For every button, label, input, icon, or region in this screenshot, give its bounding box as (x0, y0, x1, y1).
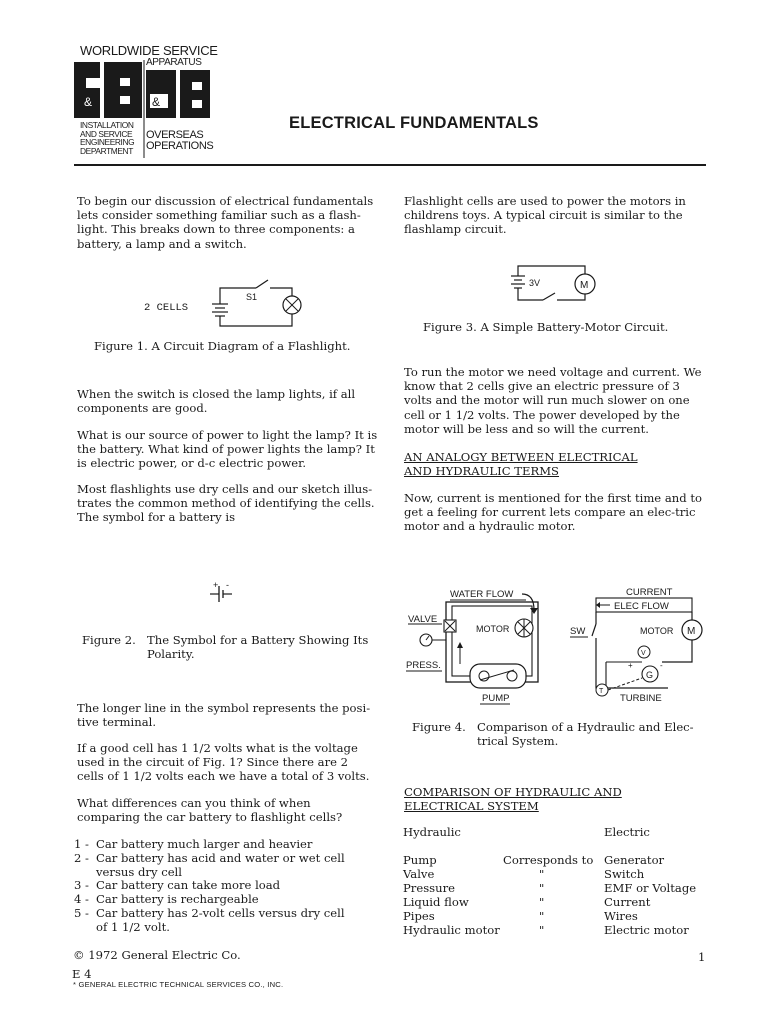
brand-right-line: OPERATIONS (146, 140, 214, 152)
table-cell-mid: " (539, 923, 545, 937)
footer-company: * GENERAL ELECTRIC TECHNICAL SERVICES CO., INC. (73, 980, 284, 989)
fig4-water-flow-label: WATER FLOW (450, 589, 514, 600)
brand-left-line: ENGINEERING (80, 137, 135, 147)
fig4-m-label: M (687, 626, 696, 637)
svg-text:-: - (226, 580, 229, 590)
figure-1-diagram (140, 276, 320, 332)
fig4-motor-h-label: MOTOR (476, 624, 510, 634)
table-row (403, 923, 703, 937)
logo-mark-right: & (152, 95, 161, 109)
figure-4-caption-number: Figure 4. (412, 720, 466, 734)
fig4-press-label: PRESS. (406, 660, 441, 671)
figure-4-electrical-diagram (566, 584, 706, 708)
figure-3-diagram (505, 262, 605, 308)
fig4-turbine-label: TURBINE (620, 693, 662, 704)
table-row (403, 881, 703, 895)
paragraph-good-cell: If a good cell has 1 1/2 volts what is the voltage used in the circuit of Fig. 1? Since there are 2 cells of 1 1/2 volts each we have a total of 3 volts. (77, 741, 370, 784)
brand-right-block (146, 130, 213, 152)
page-title: ELECTRICAL FUNDAMENTALS (289, 114, 539, 132)
fig4-sw-label: SW (570, 626, 586, 637)
figure-3-caption: Figure 3. A Simple Battery-Motor Circuit. (423, 320, 669, 334)
list-item (74, 838, 374, 852)
paragraph-differences: What differences can you think of when comparing the car battery to flashlight cells? (77, 796, 343, 825)
paragraph-switch: When the switch is closed the lamp lights, if all components are good. (77, 387, 356, 416)
list-item-number: 5 - (74, 905, 89, 920)
fig4-elec-flow-label: ELEC FLOW (614, 601, 669, 612)
list-item-number: 2 - (74, 850, 89, 865)
brand-left-line: DEPARTMENT (80, 145, 133, 156)
list-item-text: Car battery has 2-volt cells versus dry cell of 1 1/2 volt. (96, 905, 345, 934)
paragraph-longer-line: The longer line in the symbol represents the posi-tive terminal. (77, 701, 371, 730)
comparison-heading-line: COMPARISON OF HYDRAULIC AND (404, 785, 622, 799)
comparison-heading (404, 785, 622, 813)
brand-top: WORLDWIDE SERVICE (80, 43, 218, 58)
paragraph-dry-cells: Most flashlights use dry cells and our sketch illus-trates the common method of identifying the cells. The symbol for a battery is (77, 482, 375, 525)
brand-left-block (80, 121, 134, 155)
list-item-number: 3 - (74, 878, 89, 893)
table-cell-electric: Wires (604, 909, 638, 923)
table-cell-mid: " (539, 881, 545, 895)
fig4-pump-label: PUMP (482, 693, 510, 704)
table-row (403, 853, 703, 867)
table-cell-hydraulic: Valve (403, 867, 435, 881)
fig1-switch-label: S1 (246, 292, 258, 302)
paragraph-current: Now, current is mentioned for the first time and to get a feeling for current lets compare an elec-tric motor and a hydraulic motor. (404, 491, 702, 534)
paragraph-intro: To begin our discussion of electrical fundamentals lets consider something familiar such as a flash-light. This breaks down to three components: a battery, a lamp and a switch. (77, 194, 374, 251)
table-row (403, 895, 703, 909)
brand-left-line: AND SERVICE (80, 128, 133, 139)
analogy-heading-line: AND HYDRAULIC TERMS (404, 464, 560, 479)
footer-copyright: © 1972 General Electric Co. (73, 948, 241, 962)
list-item (74, 907, 374, 935)
table-cell-mid: " (539, 909, 545, 923)
table-cell-mid: Corresponds to (503, 853, 594, 867)
svg-text:-: - (660, 661, 663, 670)
list-item-number: 4 - (74, 892, 89, 907)
table-cell-hydraulic: Pressure (403, 881, 455, 895)
table-cell-electric: Switch (604, 867, 645, 881)
fig4-motor-e-label: MOTOR (640, 626, 674, 636)
figure-1-caption: Figure 1. A Circuit Diagram of a Flashlight. (94, 339, 351, 353)
table-cell-hydraulic: Pipes (403, 909, 435, 923)
table-row (403, 909, 703, 923)
figure-2-caption-text: The Symbol for a Battery Showing Its Polarity. (147, 633, 369, 661)
list-item-text: Car battery much larger and heavier (96, 837, 313, 851)
list-item-number: 1 - (74, 837, 89, 851)
table-header-electric: Electric (604, 825, 650, 839)
table-cell-electric: Current (604, 895, 651, 909)
fig4-v-label: V (641, 650, 646, 657)
svg-text:+: + (628, 661, 633, 670)
table-cell-electric: Electric motor (604, 923, 689, 937)
list-item (74, 852, 374, 880)
fig3-voltage-label: 3V (529, 278, 541, 288)
table-cell-mid: " (539, 867, 545, 881)
table-cell-hydraulic: Pump (403, 853, 437, 867)
brand-left-line: INSTALLATION (80, 120, 134, 130)
table-row (403, 867, 703, 881)
list-item-text: Car battery is rechargeable (96, 892, 259, 907)
figure-2-battery-symbol-icon (210, 580, 240, 606)
list-item (74, 893, 374, 907)
differences-list (74, 838, 374, 935)
fig3-motor-label: M (580, 280, 589, 291)
table-cell-electric: EMF or Voltage (604, 881, 697, 895)
page-number: 1 (698, 950, 706, 964)
table-cell-hydraulic: Hydraulic motor (403, 923, 500, 937)
fig4-valve-label: VALVE (408, 614, 438, 625)
comparison-table (403, 825, 703, 937)
list-item-text: Car battery has acid and water or wet cell versus dry cell (96, 850, 345, 879)
paragraph-source: What is our source of power to light the lamp? It is the battery. What kind of power lights the lamp? It is electric power, or d-c electric power. (77, 428, 378, 471)
brand-apparatus: APPARATUS (146, 57, 202, 68)
fig4-t-label: T (599, 688, 604, 695)
svg-text:+: + (213, 580, 219, 590)
table-cell-electric: Generator (604, 853, 665, 867)
paragraph-toys: Flashlight cells are used to power the motors in childrens toys. A typical circuit is similar to the flashlamp circuit. (404, 194, 686, 237)
list-item (74, 879, 374, 893)
fig4-current-label: CURRENT (626, 587, 673, 598)
fig4-g-label: G (646, 670, 654, 680)
footer-code: E 4 (72, 967, 92, 981)
figure-4-caption-text: Comparison of a Hydraulic and Elec-trical System. (477, 720, 694, 748)
header-divider (74, 164, 706, 166)
table-cell-mid: " (539, 895, 545, 909)
list-item-text: Car battery can take more load (96, 878, 281, 893)
analogy-heading (404, 450, 638, 478)
figure-4-hydraulic-diagram (404, 584, 556, 708)
brand-right-line: OVERSEAS (146, 129, 204, 141)
comparison-heading-line: ELECTRICAL SYSTEM (404, 799, 539, 814)
analogy-heading-line: AN ANALOGY BETWEEN ELECTRICAL (404, 450, 638, 464)
fig1-cells-label: 2 CELLS (144, 302, 189, 314)
paragraph-motor: To run the motor we need voltage and current. We know that 2 cells give an electric pressure of 3 volts and the motor will run much slower on one cell or 1 1/2 volts. The power developed by the motor will be less and so will the current. (404, 365, 702, 436)
figure-2-caption-number: Figure 2. (82, 633, 136, 647)
logo-mark-left: & (84, 95, 93, 109)
table-cell-hydraulic: Liquid flow (403, 895, 469, 909)
table-header-hydraulic: Hydraulic (403, 825, 461, 839)
